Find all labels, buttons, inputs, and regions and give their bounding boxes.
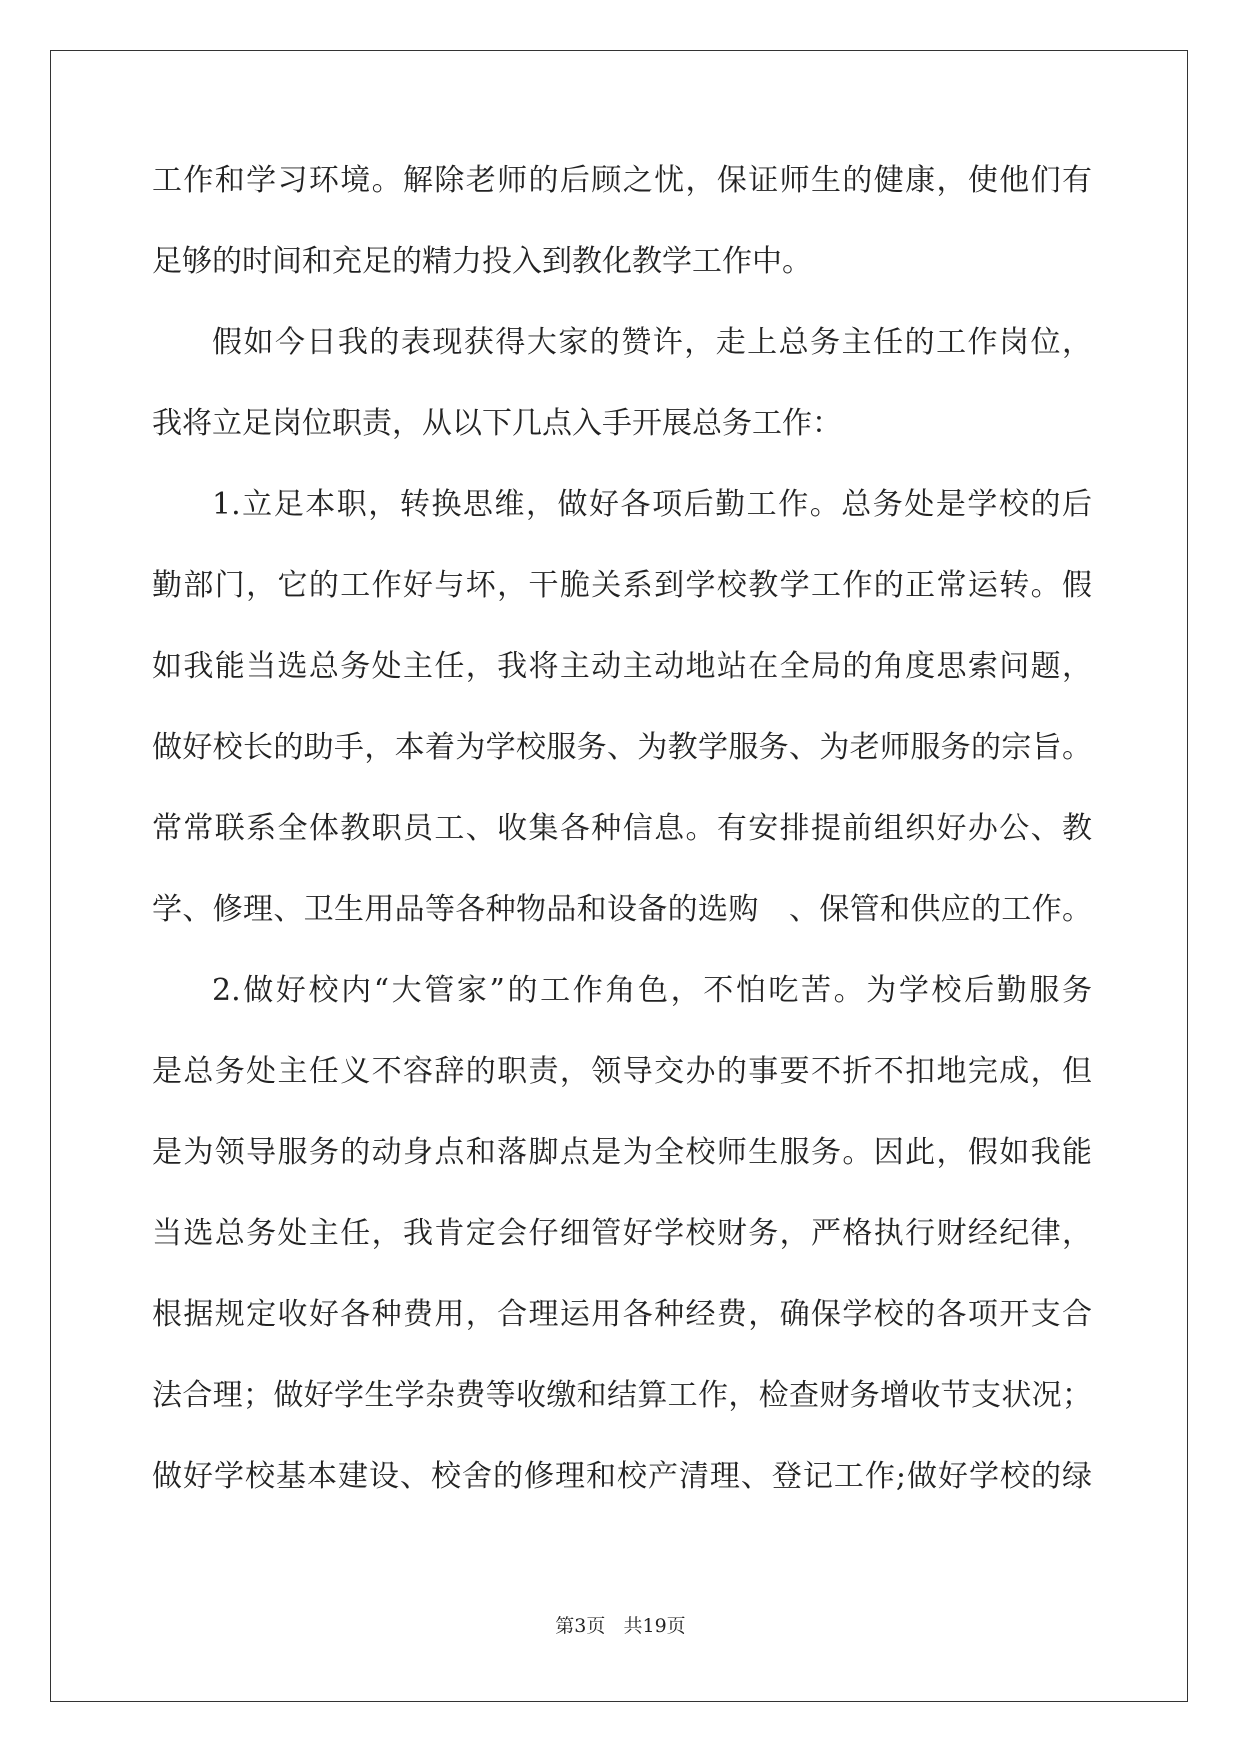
text-line: 是为领导服务的动身点和落脚点是为全校师生服务。因此，假如我能 — [152, 1135, 1092, 1170]
text-line: 工作和学习环境。解除老师的后顾之忧，保证师生的健康，使他们有 — [152, 163, 1092, 198]
text-line: 1.立足本职，转换思维，做好各项后勤工作。总务处是学校的后 — [212, 487, 1092, 522]
text-line: 学、修理、卫生用品等各种物品和设备的选购 、保管和供应的工作。 — [152, 892, 1092, 927]
text-line: 法合理；做好学生学杂费等收缴和结算工作，检查财务增收节支状况； — [152, 1378, 1092, 1413]
text-line: 如我能当选总务处主任，我将主动主动地站在全局的角度思索问题， — [152, 649, 1092, 684]
text-line: 2.做好校内“大管家”的工作角色，不怕吃苦。为学校后勤服务 — [212, 973, 1092, 1008]
text-line: 我将立足岗位职责，从以下几点入手开展总务工作： — [152, 406, 842, 441]
text-line: 常常联系全体教职员工、收集各种信息。有安排提前组织好办公、教 — [152, 811, 1092, 846]
text-line: 勤部门，它的工作好与坏，干脆关系到学校教学工作的正常运转。假 — [152, 568, 1092, 603]
text-line: 根据规定收好各种费用，合理运用各种经费，确保学校的各项开支合 — [152, 1297, 1092, 1332]
document-body — [152, 158, 1092, 1535]
text-line: 是总务处主任义不容辞的职责，领导交办的事要不折不扣地完成，但 — [152, 1054, 1092, 1089]
text-line: 假如今日我的表现获得大家的赞许，走上总务主任的工作岗位， — [212, 325, 1092, 360]
text-line: 当选总务处主任，我肯定会仔细管好学校财务，严格执行财经纪律， — [152, 1216, 1092, 1251]
text-line: 足够的时间和充足的精力投入到教化教学工作中。 — [152, 244, 812, 279]
text-line: 做好校长的助手，本着为学校服务、为教学服务、为老师服务的宗旨。 — [152, 730, 1092, 765]
page-footer: 第3页 共19页 — [555, 1615, 686, 1637]
text-line: 做好学校基本建设、校舍的修理和校产清理、登记工作;做好学校的绿 — [152, 1459, 1092, 1494]
